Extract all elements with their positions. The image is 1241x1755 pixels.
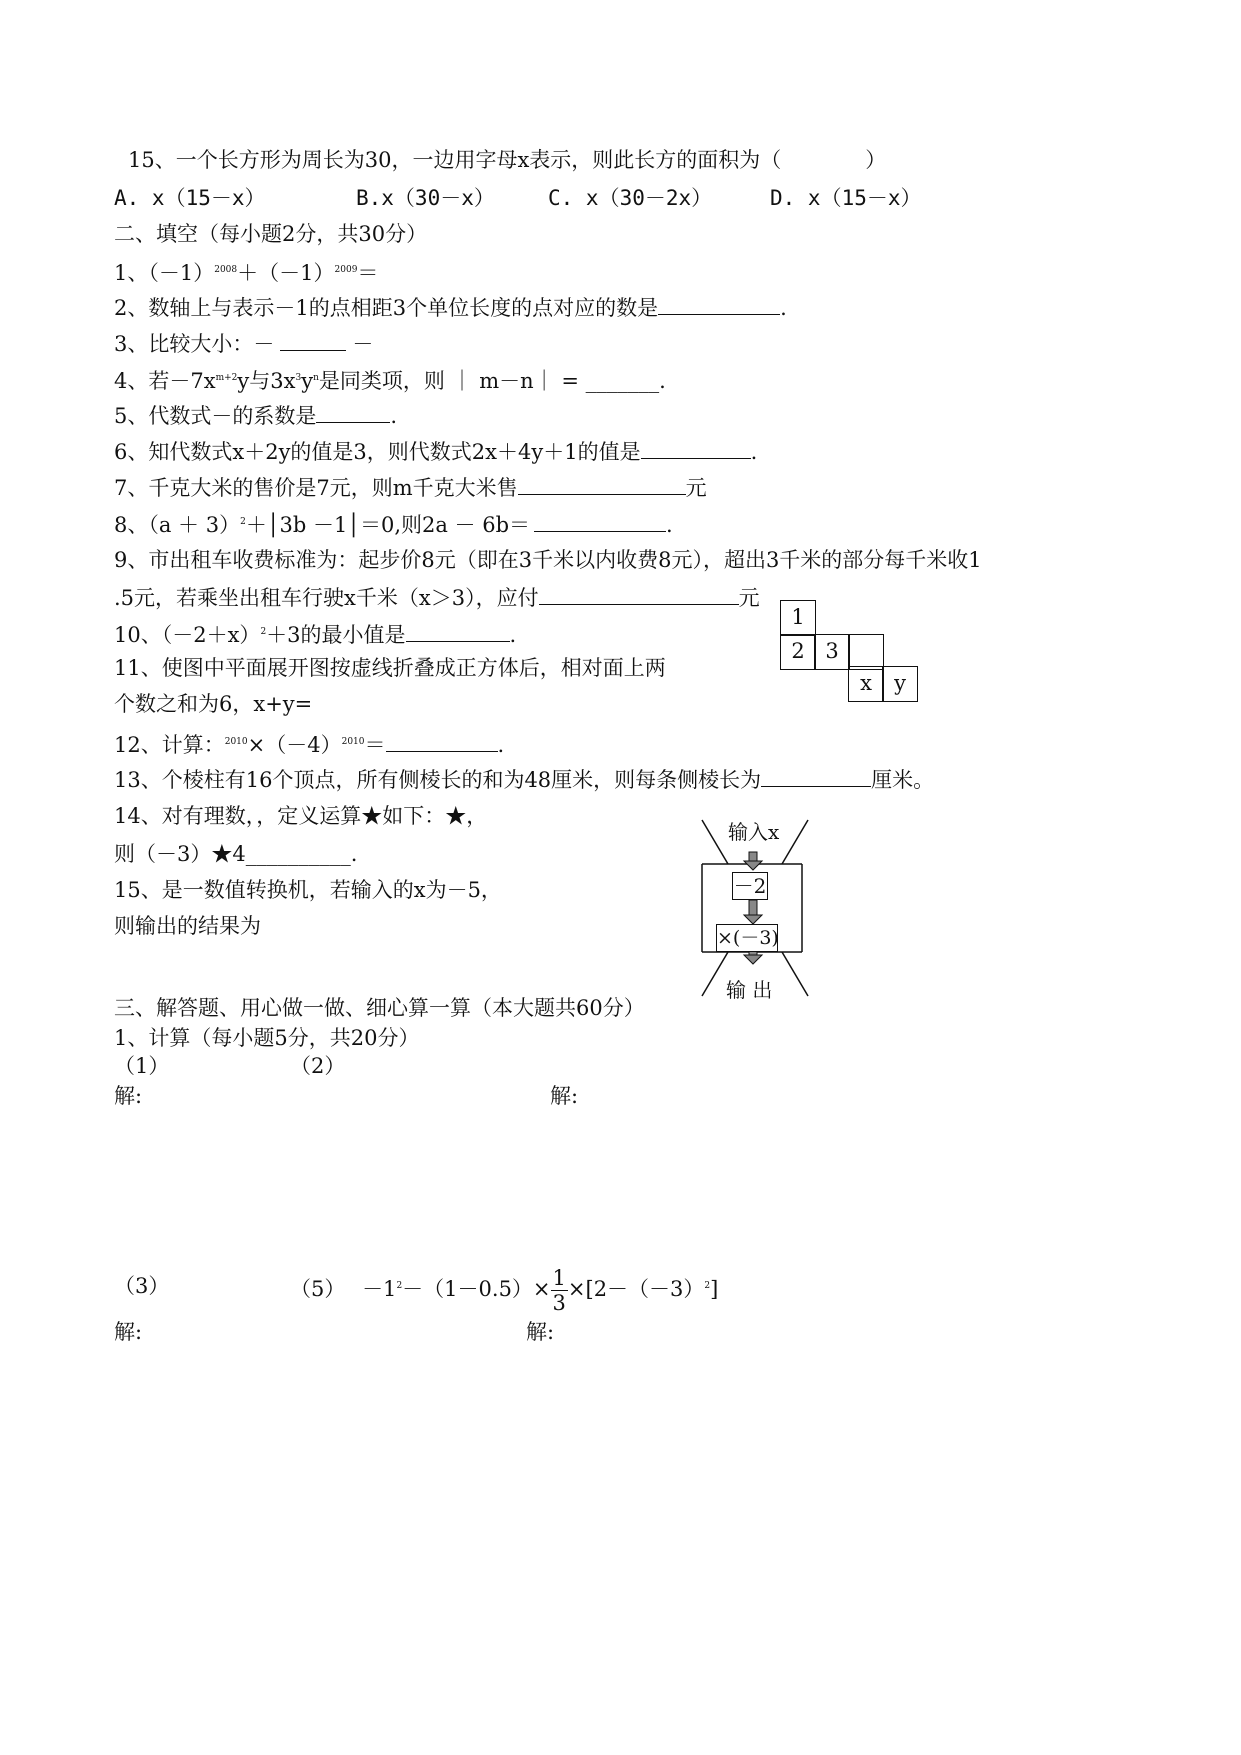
section-2-title: 二、填空（每小题2分，共30分） [114,222,428,246]
cube-cell-x: x [848,666,884,702]
solution-label-2: 解: [550,1084,579,1108]
fill-q14-line1: 14、对有理数，，定义运算★如下：★， [114,804,488,828]
cube-cell-y: y [882,666,918,702]
fill-q9-line1: 9、市出租车收费标准为：起步价8元（即在3千米以内收费8元），超出3千米的部分每千米收1 [114,548,982,572]
problem-5-expression: $(5) -1^2-(1-0.5)\times$ $\frac{1}{3}$ $\times[2-(-3)^2]$ [290,1266,719,1315]
fill-q6: 6、知代数式x＋2y的值是3，则代数式2x＋4y＋1的值是 . [114,436,757,466]
problem-3-label: （3） [114,1274,170,1298]
cube-cell-empty [848,634,884,670]
machine-input-label: 输入x [728,820,780,844]
cube-cell-3: 3 [814,634,850,670]
option-c: C. x（30－2x） [548,186,713,210]
fill-q5: 5、代数式－的系数是 . [114,400,397,430]
fill-q2: 2、数轴上与表示－1的点相距3个单位长度的点对应的数是 . [114,292,787,322]
cube-cell-2: 2 [780,634,816,670]
option-d: D. x（15－x） [770,186,922,210]
machine-step-minus-2: －2 [733,874,767,898]
answer-blank[interactable] [539,582,739,605]
answer-blank[interactable] [316,400,390,423]
fill-q4: 4、若$-7x^{m+2}y$与$3x^3y^n$是同类项，则 ｜ m－n｜ = _______. [114,369,666,393]
fill-q10: 10、$(-2+x)^2+3$的最小值是 . [114,618,516,649]
problem-1-label: （1） [114,1054,170,1078]
fill-q11-line2: 个数之和为6，x+y= [114,692,313,716]
fill-q12: 12、计算：$^{2010}\times(-4)^{2010}=$ . [114,728,504,759]
fill-q9-line2: .5元，若乘坐出租车行驶x千米（x＞3），应付 元 [114,582,760,612]
cube-cell-1: 1 [780,600,816,636]
section-3-title: 三、解答题、用心做一做、细心算一算（本大题共60分） [114,996,645,1020]
fill-q13: 13、个棱柱有16个顶点，所有侧棱长的和为48厘米，则每条侧棱长为 厘米。 [114,764,934,794]
machine-output-label: 输 出 [726,978,773,1002]
fill-q14-line2: 则（－3）★4__________. [114,842,358,866]
question-15-stem: 15、一个长方形为周长为30，一边用字母x表示，则此长方的面积为（ ） [128,148,887,172]
problem-2-label: （2） [290,1054,346,1078]
answer-blank[interactable] [406,619,510,642]
fill-q3: 3、比较大小：－ － [114,328,373,358]
answer-blank[interactable] [641,436,751,459]
fill-q7: 7、千克大米的售价是7元，则m千克大米售 元 [114,472,707,502]
solution-label-5: 解: [526,1320,555,1344]
answer-blank[interactable] [386,729,498,752]
fill-q8: 8、$(a + 3)^2+│3b$ －1│＝0,则2a － 6b＝ . [114,508,673,539]
fill-q1: 1、$(-1)^{2008}+(-1)^{2009}=$ [114,261,379,285]
fill-q15-line2: 则输出的结果为 [114,914,261,938]
answer-blank[interactable] [534,509,666,532]
answer-blank[interactable] [658,292,780,315]
answer-blank[interactable] [761,764,871,787]
calc-subtitle: 1、计算（每小题5分，共20分） [114,1026,420,1050]
option-b: B.x（30－x） [356,186,495,210]
answer-blank[interactable] [518,472,686,495]
option-a: A. x（15－x） [114,186,266,210]
solution-label-1: 解: [114,1084,143,1108]
solution-label-3: 解: [114,1320,143,1344]
answer-blank[interactable] [280,328,346,351]
machine-step-times-neg3: ×(－3) [716,924,778,952]
fraction-one-third: $\frac{1}{3}$ [552,1266,566,1315]
fill-q11-line1: 11、使图中平面展开图按虚线折叠成正方体后，相对面上两 [114,656,666,680]
fill-q15-line1: 15、是一数值转换机，若输入的x为－5， [114,878,502,902]
